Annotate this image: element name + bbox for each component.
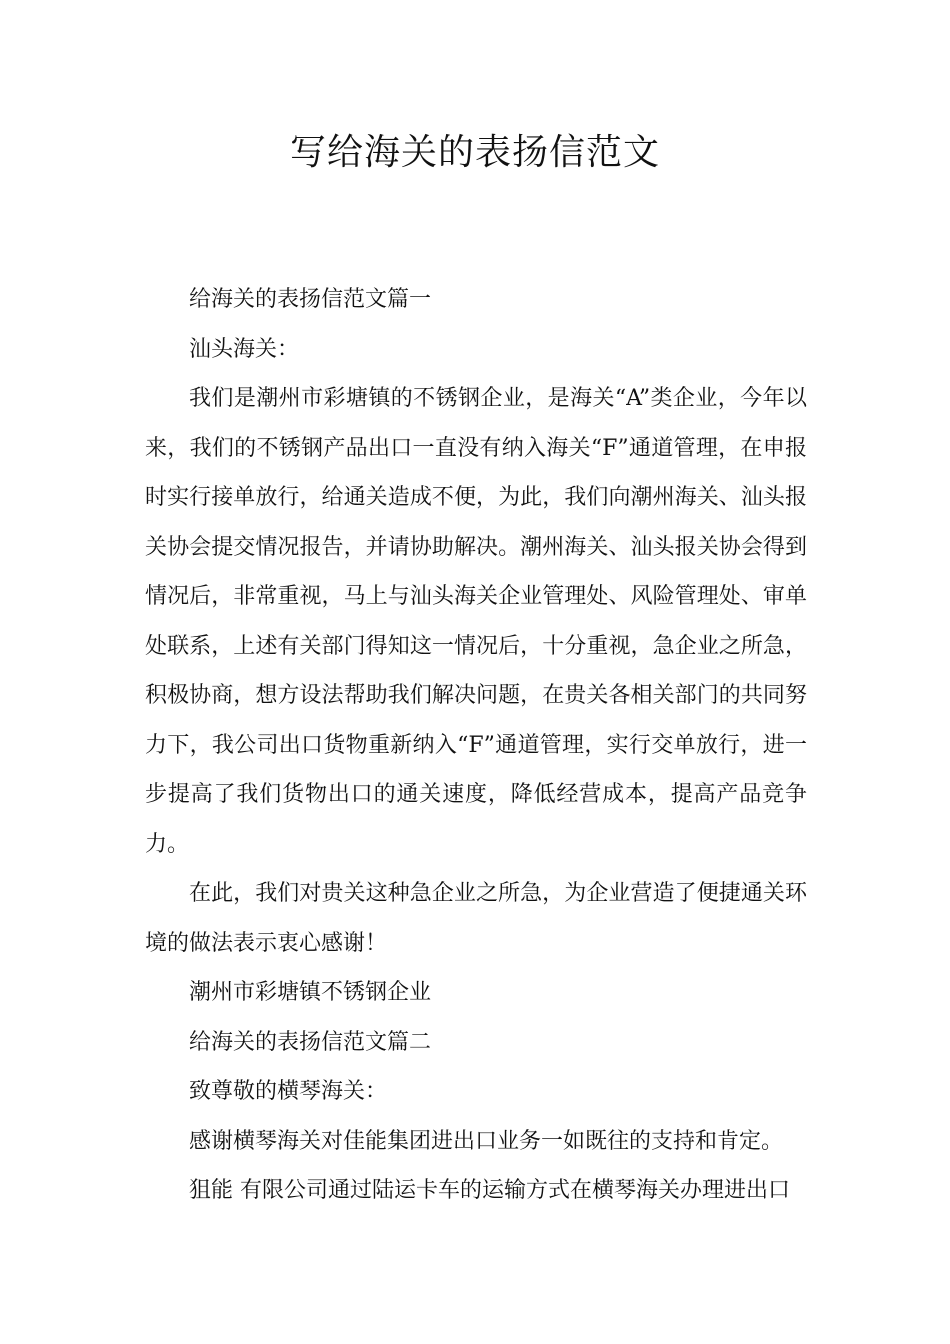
- body-paragraph-4: 狙能 有限公司通过陆运卡车的运输方式在横琴海关办理进出口: [189, 1178, 790, 1203]
- document-title: 写给海关的表扬信范文: [289, 132, 660, 173]
- salutation-1: 汕头海关：: [189, 336, 300, 362]
- salutation-2: 致尊敬的横琴海关：: [189, 1079, 388, 1104]
- body-paragraph-2: 在此，我们对贵关这种急企业之所急，为企业营造了便捷通关环境的做法表示衷心感谢！: [145, 881, 807, 956]
- section-heading-2: 给海关的表扬信范文篇二: [189, 1029, 432, 1055]
- body-paragraph-3: 感谢横琴海关对佳能集团进出口业务一如既往的支持和肯定。: [189, 1128, 784, 1154]
- body-paragraph-1: 我们是潮州市彩塘镇的不锈钢企业，是海关“A”类企业，今年以来，我们的不锈钢产品出口一直没有纳入海关“F”通道管理，在申报时实行接单放行，给通关造成不便，为此，我们向潮州海关、汕头报关协会提交情况报告，并请协助解决。潮州海关、汕头报关协会得到情况后，非常重视，马上与汕头海关企业管理处、风险管理处、审单处联系，上述有关部门得知这一情况后，十分重视，急企业之所急，积极协商，想方设法帮助我们解决问题，在贵关各相关部门的共同努力下，我公司出口货物重新纳入“F”通道管理，实行交单放行，进一步提高了我们货物出口的通关速度，降低经营成本，提高产品竞争力。: [145, 386, 807, 857]
- section-heading-1: 给海关的表扬信范文篇一: [189, 287, 432, 312]
- document-body: [145, 275, 807, 1216]
- signature-1: 潮州市彩塘镇不锈钢企业: [189, 980, 432, 1005]
